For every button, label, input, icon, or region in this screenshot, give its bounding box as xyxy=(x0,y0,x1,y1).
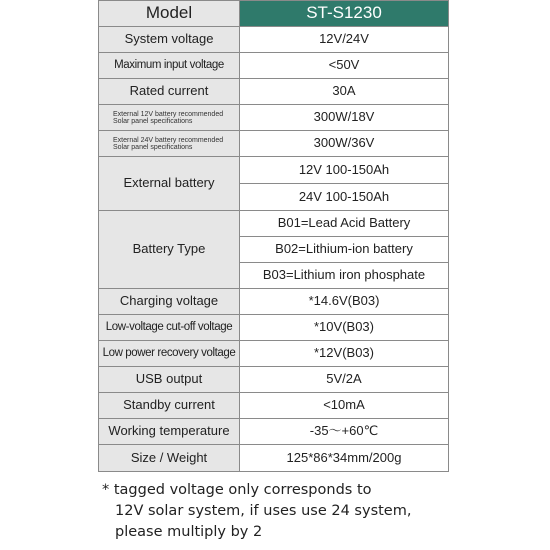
battery-type-b03-value: B03=Lithium iron phosphate xyxy=(240,263,449,289)
table-row xyxy=(99,211,449,237)
low-voltage-cutoff-label: Low-voltage cut-off voltage xyxy=(99,315,240,341)
usb-output-value: 5V/2A xyxy=(240,367,449,393)
table-row xyxy=(99,105,449,131)
rated-current-value: 30A xyxy=(240,79,449,105)
low-power-recovery-label: Low power recovery voltage xyxy=(99,341,240,367)
table-row xyxy=(99,27,449,53)
spec-table xyxy=(98,0,449,472)
table-row xyxy=(99,393,449,419)
footnote xyxy=(102,480,542,543)
table-row xyxy=(99,419,449,445)
table-row xyxy=(99,53,449,79)
table-row xyxy=(99,157,449,184)
low-voltage-cutoff-value: *10V(B03) xyxy=(240,315,449,341)
usb-output-label: USB output xyxy=(99,367,240,393)
size-weight-value: 125*86*34mm/200g xyxy=(240,445,449,472)
table-row xyxy=(99,315,449,341)
ext-12v-solar-spec-value: 300W/18V xyxy=(240,105,449,131)
ext-24v-solar-spec-label: External 24V battery recommended Solar panel specifications xyxy=(99,131,240,157)
battery-type-label: Battery Type xyxy=(99,211,240,289)
charging-voltage-label: Charging voltage xyxy=(99,289,240,315)
table-row xyxy=(99,79,449,105)
external-battery-24v-value: 24V 100-150Ah xyxy=(240,184,449,211)
max-input-voltage-value: <50V xyxy=(240,53,449,79)
size-weight-label: Size / Weight xyxy=(99,445,240,472)
system-voltage-label: System voltage xyxy=(99,27,240,53)
model-label: Model xyxy=(99,1,240,27)
model-value: ST-S1230 xyxy=(240,1,449,27)
external-battery-label: External battery xyxy=(99,157,240,211)
battery-type-b01-value: B01=Lead Acid Battery xyxy=(240,211,449,237)
low-power-recovery-value: *12V(B03) xyxy=(240,341,449,367)
charging-voltage-value: *14.6V(B03) xyxy=(240,289,449,315)
ext-12v-solar-spec-label: External 12V battery recommended Solar panel specifications xyxy=(99,105,240,131)
ext-24v-solar-spec-value: 300W/36V xyxy=(240,131,449,157)
footnote-line: * tagged voltage only corresponds to xyxy=(102,482,372,498)
system-voltage-value: 12V/24V xyxy=(240,27,449,53)
max-input-voltage-label: Maximum input voltage xyxy=(99,53,240,79)
table-row xyxy=(99,445,449,472)
table-row xyxy=(99,341,449,367)
table-row xyxy=(99,131,449,157)
working-temperature-value: -35～+60℃ xyxy=(240,419,449,445)
footnote-line: please multiply by 2 xyxy=(115,524,263,540)
header-row xyxy=(99,1,449,27)
table-row xyxy=(99,289,449,315)
table-row xyxy=(99,367,449,393)
standby-current-value: <10mA xyxy=(240,393,449,419)
working-temperature-label: Working temperature xyxy=(99,419,240,445)
standby-current-label: Standby current xyxy=(99,393,240,419)
battery-type-b02-value: B02=Lithium-ion battery xyxy=(240,237,449,263)
rated-current-label: Rated current xyxy=(99,79,240,105)
external-battery-12v-value: 12V 100-150Ah xyxy=(240,157,449,184)
footnote-line: 12V solar system, if uses use 24 system, xyxy=(115,503,412,519)
